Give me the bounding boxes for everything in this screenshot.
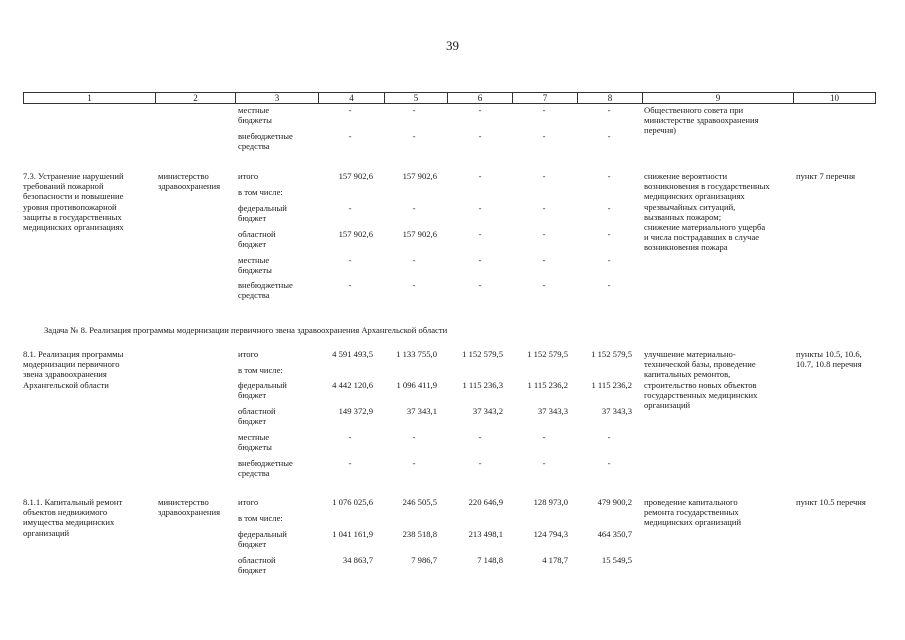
cont-value: - (607, 105, 611, 115)
block-7-3-value: 157 902,6 (338, 229, 373, 239)
block-8-1-value: - (412, 432, 416, 442)
header-col-1: 1 (23, 92, 155, 104)
header-col-4: 4 (318, 92, 384, 104)
cont-value: - (542, 131, 546, 141)
block-8-1-1-value: 1 041 161,9 (332, 529, 373, 539)
block-8-1-1-value: 220 646,9 (468, 497, 503, 507)
block-7-3-row-label: итого (238, 171, 259, 181)
block-8-1-1-value: 7 148,8 (477, 555, 503, 565)
block-7-3-link: пункт 7 перечня (796, 171, 856, 181)
block-8-1-1-value: 213 498,1 (468, 529, 503, 539)
block-7-3-executor: министерство здравоохранения (158, 171, 221, 192)
cont-value: - (412, 131, 416, 141)
cont-value: - (478, 131, 482, 141)
block-8-1-name: 8.1. Реализация программы модернизации первичного звена здравоохранения Архангельской области (23, 349, 124, 390)
block-8-1-1-row-label: федеральный бюджет (238, 529, 287, 550)
block-8-1-1-value: 7 986,7 (411, 555, 437, 565)
block-7-3-value: - (607, 229, 611, 239)
block-8-1-value: 1 152 579,5 (591, 349, 632, 359)
header-col-5: 5 (384, 92, 447, 104)
block-8-1-value: 149 372,9 (338, 406, 373, 416)
block-7-3-value: - (412, 280, 416, 290)
block-8-1-value: 1 096 411,9 (396, 380, 437, 390)
block-8-1-value: 1 152 579,5 (462, 349, 503, 359)
block-8-1-value: - (478, 458, 482, 468)
block-7-3-value: - (478, 171, 482, 181)
block-7-3-value: 157 902,6 (402, 171, 437, 181)
block-8-1-value: - (542, 432, 546, 442)
block-7-3-value: - (542, 255, 546, 265)
block-7-3-value: - (542, 203, 546, 213)
block-7-3-row-label: федеральный бюджет (238, 203, 287, 224)
block-8-1-value: 4 442 120,6 (332, 380, 373, 390)
block-8-1-1-name: 8.1.1. Капитальный ремонт объектов недвижимого имущества медицинских организаций (23, 497, 123, 538)
block-7-3-value: - (542, 229, 546, 239)
block-7-3-value: - (542, 280, 546, 290)
block-8-1-row-label: итого (238, 349, 259, 359)
cont-row-label: местные бюджеты (238, 105, 272, 126)
block-8-1-row-label: в том числе: (238, 365, 283, 375)
block-8-1-value: - (478, 432, 482, 442)
block-8-1-value: - (348, 432, 352, 442)
header-col-7: 7 (512, 92, 577, 104)
block-8-1-value: 4 591 493,5 (332, 349, 373, 359)
block-8-1-1-value: 4 178,7 (542, 555, 568, 565)
block-8-1-value: - (542, 458, 546, 468)
block-7-3-value: - (348, 203, 352, 213)
block-8-1-value: - (348, 458, 352, 468)
header-col-6: 6 (447, 92, 512, 104)
cont-row-label: внебюджетные средства (238, 131, 293, 152)
cont-value: - (542, 105, 546, 115)
cont-result: Общественного совета при министерстве здравоохранения перечня) (644, 105, 759, 136)
block-8-1-value: 37 343,3 (537, 406, 568, 416)
block-8-1-value: 37 343,3 (601, 406, 632, 416)
block-8-1-1-value: 479 900,2 (597, 497, 632, 507)
block-7-3-value: - (412, 255, 416, 265)
block-7-3-value: - (542, 171, 546, 181)
block-7-3-value: - (348, 255, 352, 265)
cont-value: - (478, 105, 482, 115)
block-7-3-name: 7.3. Устранение нарушений требований пожарной безопасности и повышение уровня противопожарной защиты в государственных медицинских организациях (23, 171, 124, 233)
block-8-1-1-value: 128 973,0 (533, 497, 568, 507)
block-7-3-value: - (607, 255, 611, 265)
block-7-3-value: - (607, 280, 611, 290)
block-7-3-value: - (478, 203, 482, 213)
block-8-1-value: - (607, 432, 611, 442)
block-7-3-value: - (607, 171, 611, 181)
header-col-3: 3 (235, 92, 318, 104)
block-8-1-1-link: пункт 10.5 перечня (796, 497, 866, 507)
block-8-1-1-value: 464 350,7 (597, 529, 632, 539)
block-7-3-value: - (478, 280, 482, 290)
header-col-8: 8 (577, 92, 642, 104)
block-8-1-1-executor: министерство здравоохранения (158, 497, 221, 518)
header-col-2: 2 (155, 92, 235, 104)
block-8-1-1-value: 34 863,7 (342, 555, 373, 565)
block-8-1-1-value: 246 505,5 (402, 497, 437, 507)
block-8-1-value: 1 133 755,0 (396, 349, 437, 359)
block-8-1-row-label: федеральный бюджет (238, 380, 287, 401)
block-7-3-value: - (412, 203, 416, 213)
cont-value: - (348, 105, 352, 115)
cont-value: - (607, 131, 611, 141)
block-8-1-1-row-label: итого (238, 497, 259, 507)
block-8-1-result: улучшение материально- технической базы, проведение капитальных ремонтов, строительство новых объектов государственных медицинских организаций (644, 349, 758, 411)
block-8-1-1-row-label: областной бюджет (238, 555, 276, 576)
block-7-3-result: снижение вероятности возникновения в государственных медицинских организациях чрезвычайных ситуаций, вызванных пожаром; снижение материального ущерба и числа пострадавших в случае возникновения пожара (644, 171, 770, 253)
task-8-heading: Задача № 8. Реализация программы модернизации первичного звена здравоохранения Архангельской области (44, 325, 448, 335)
block-7-3-value: - (478, 255, 482, 265)
block-7-3-row-label: местные бюджеты (238, 255, 272, 276)
cont-value: - (348, 131, 352, 141)
block-8-1-value: 37 343,1 (406, 406, 437, 416)
block-8-1-1-row-label: в том числе: (238, 513, 283, 523)
block-8-1-value: 37 343,2 (472, 406, 503, 416)
block-8-1-row-label: областной бюджет (238, 406, 276, 427)
cont-value: - (412, 105, 416, 115)
block-8-1-value: 1 115 236,2 (591, 380, 632, 390)
block-8-1-row-label: местные бюджеты (238, 432, 272, 453)
block-8-1-1-value: 15 549,5 (601, 555, 632, 565)
block-8-1-value: 1 115 236,2 (527, 380, 568, 390)
block-8-1-1-value: 124 794,3 (533, 529, 568, 539)
block-8-1-row-label: внебюджетные средства (238, 458, 293, 479)
block-8-1-value: 1 152 579,5 (527, 349, 568, 359)
block-8-1-value: 1 115 236,3 (462, 380, 503, 390)
block-8-1-value: - (412, 458, 416, 468)
block-7-3-row-label: областной бюджет (238, 229, 276, 250)
block-7-3-value: 157 902,6 (402, 229, 437, 239)
block-8-1-link: пункты 10.5, 10.6, 10.7, 10.8 перечня (796, 349, 862, 370)
block-7-3-value: - (348, 280, 352, 290)
block-7-3-value: 157 902,6 (338, 171, 373, 181)
block-7-3-row-label: в том числе: (238, 187, 283, 197)
block-8-1-1-value: 1 076 025,6 (332, 497, 373, 507)
block-8-1-1-value: 238 518,8 (402, 529, 437, 539)
header-col-9: 9 (642, 92, 793, 104)
block-8-1-1-result: проведение капитального ремонта государственных медицинских организаций (644, 497, 742, 528)
header-col-10: 10 (793, 92, 876, 104)
block-7-3-row-label: внебюджетные средства (238, 280, 293, 301)
block-7-3-value: - (607, 203, 611, 213)
block-8-1-value: - (607, 458, 611, 468)
block-7-3-value: - (478, 229, 482, 239)
page-number: 39 (446, 38, 459, 53)
